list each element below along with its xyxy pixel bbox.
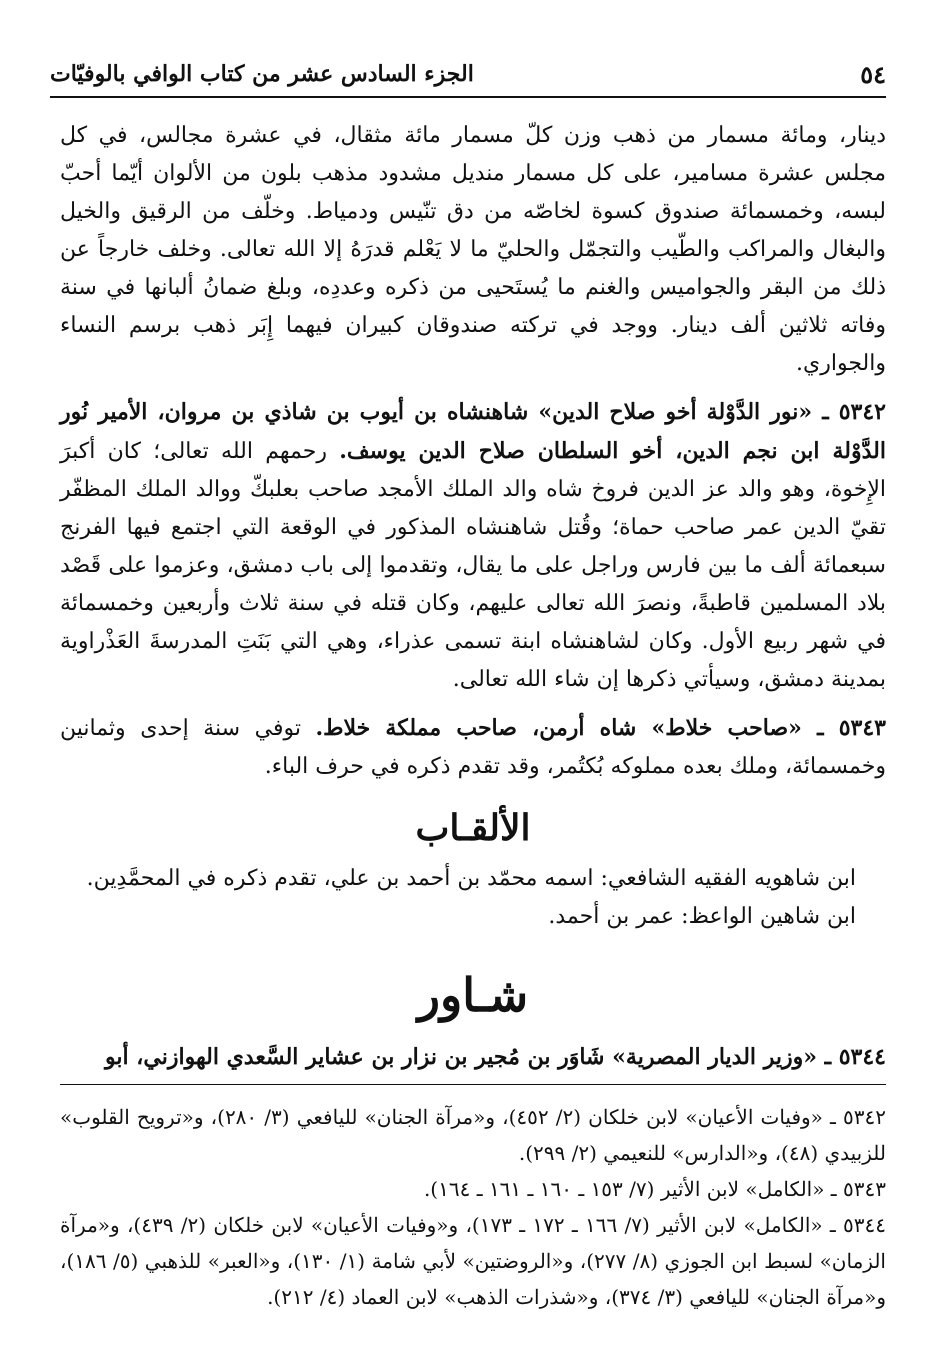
alqab-section-title: الألقـاب bbox=[415, 807, 531, 849]
page-number: ٥٤ bbox=[860, 59, 886, 89]
footnote-5344: ٥٣٤٤ ـ «الكامل» لابن الأثير (٧/ ١٦٦ ـ ١٧٢ ـ ١٧٣)، و«وفيات الأعيان» لابن خلكان (٢/ ٤٣٩)، و«مرآة الزمان» لسبط ابن الجوزي (٨/ ٢٧٧)، و«الروضتين» لأبي شامة (١/ ١٣٠)، و«العبر» للذهبي (٥/ ١٨٦)، و«مرآة الجنان» لليافعي (٣/ ٣٧٤)، و«شذرات الذهب» لابن العماد (٤/ ٢١٢). bbox=[60, 1213, 886, 1309]
entry-5344 bbox=[60, 1038, 886, 1077]
running-title: الجزء السادس عشر من كتاب الوافي بالوفيّات bbox=[50, 61, 474, 87]
entry-5342-text: رحمهم الله تعالى؛ كان أكبرَ الإِخوة، وهو والد عز الدين فروخ شاه والد الملك الأمجد صاحب بعلبكّ ووالد الملك المظفّر تقيّ الدين عمر صاحب حماة؛ وقُتل شاهنشاه المذكور في الوقعة التي اجتمع فيها الفرنج سبعمائة ألف ما بين فارس وراجل على ما يقال، وتقدموا إلى باب دمشق، وعزموا على قَصْد بلاد المسلمين قاطبةً، ونصرَ الله تعالى عليهم، وكان قتله في سنة ثلاث وأربعين وخمسمائة في شهر ربيع الأول. وكان لشاهنشاه ابنة تسمى عذراء، وهي التي بَنَتِ المدرسةَ العَذْراوية بمدينة دمشق، وسيأتي ذكرها إن شاء الله تعالى. bbox=[60, 439, 886, 692]
footnotes bbox=[60, 1084, 886, 1315]
entry-5343-heading: ٥٣٤٣ ـ «صاحب خلاط» شاه أرمن، صاحب مملكة خلاط. bbox=[315, 715, 886, 741]
entry-5343 bbox=[60, 709, 886, 786]
main-text bbox=[60, 117, 886, 1077]
entry-5343-text: توفي سنة إحدى وثمانين وخمسمائة، وملك بعده مملوكه بُكتُمر، وقد تقدم ذكره في حرف الباء. bbox=[60, 716, 886, 779]
alqab-item: ابن شاهويه الفقيه الشافعي: اسمه محمّد بن أحمد بن علي، تقدم ذكره في المحمَّدِين. bbox=[86, 866, 856, 891]
page-header bbox=[50, 52, 886, 98]
footnote-5342: ٥٣٤٢ ـ «وفيات الأعيان» لابن خلكان (٢/ ٤٥٢)، و«مرآة الجنان» لليافعي (٣/ ٢٨٠)، و«ترويح القلوب» للزبيدي (٤٨)، و«الدارس» للنعيمي (٢/ ٢٩٩). bbox=[60, 1105, 886, 1165]
intro-paragraph: دينار، ومائة مسمار من ذهب وزن كلّ مسمار مائة مثقال، في عشرة مجالس، في كل مجلس عشرة مسامير، على كل مسمار منديل مشدود مذهب بلون من الألوان أيّما أحبّ لبسه، وخمسمائة صندوق كسوة لخاصّه من دق تنّيس ودمياط. وخلّف من الرقيق والخيل والبغال والمراكب والطّيب والتجمّل والحليّ ما لا يَعْلم قدرَهُ إلا الله تعالى. وخلف خارجاً عن ذلك من البقر والجواميس والغنم ما يُستَحيى من ذكره وعددِه، وبلغ ضمانُ ألبانها في سنة وفاته ثلاثين ألف دينار. ووجد في تركته صندوقان كبيران فيهما إِبَر ذهب برسم النساء والجواري. bbox=[60, 123, 886, 376]
entry-5344-heading: ٥٣٤٤ ـ «وزير الديار المصرية» شَاوَر بن مُجير بن نزار بن عشاير السَّعدي الهوازني، أبو bbox=[105, 1044, 886, 1070]
entry-5342-heading: ٥٣٤٢ ـ «نور الدَّوْلة أخو صلاح الدين» شاهنشاه بن أيوب بن شاذي بن مروان، الأمير نُور الدَّوْلة ابن نجم الدين، أخو السلطان صلاح الدين يوسف. bbox=[60, 399, 886, 464]
shawar-section-title: شـاور bbox=[417, 968, 529, 1022]
footnote-5343: ٥٣٤٣ ـ «الكامل» لابن الأثير (٧/ ١٥٣ ـ ١٦٠ ـ ١٦١ ـ ١٦٤). bbox=[423, 1177, 886, 1201]
alqab-list bbox=[60, 860, 886, 936]
entry-5342 bbox=[60, 393, 886, 699]
alqab-item: ابن شاهين الواعظ: عمر بن أحمد. bbox=[548, 904, 856, 929]
